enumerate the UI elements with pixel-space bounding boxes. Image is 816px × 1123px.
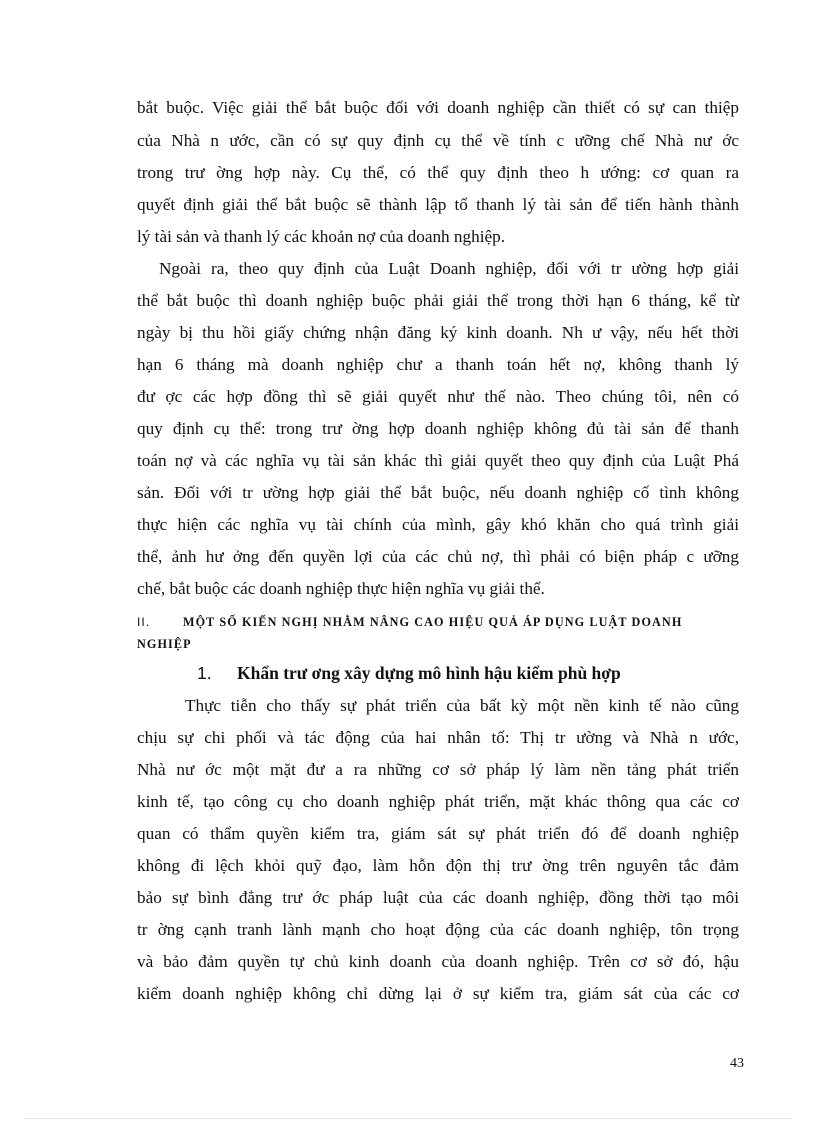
paragraph-2-line: chế, bắt buộc các doanh nghiệp thực hiện nghĩa vụ giải thể. [137, 579, 545, 598]
paragraph-3-line: không đi lệch khỏi quỹ đạo, làm hỗn độn thị trư ờng trên nguyên tắc đảm [137, 856, 739, 875]
paragraph-2-line: ngày bị thu hồi giấy chứng nhận đăng ký kinh doanh. Nh ư vậy, nếu hết thời [137, 323, 739, 342]
section-title-line-2: NGHIỆP [137, 637, 192, 651]
paragraph-3-line: tr ờng cạnh tranh lành mạnh cho hoạt động của các doanh nghiệp, tôn trọng [137, 920, 739, 939]
section-heading [137, 611, 739, 655]
page-number: 43 [730, 1056, 744, 1071]
paragraph-1-line: của Nhà n ước, cần có sự quy định cụ thể về tính c ưỡng chế Nhà nư ớc [137, 131, 739, 150]
paragraph-1-line: trong trư ờng hợp này. Cụ thể, có thể quy định theo h ướng: cơ quan ra [137, 163, 739, 182]
paragraph-2-line: thực hiện các nghĩa vụ tài chính của mình, gây khó khăn cho quá trình giải [137, 515, 739, 534]
paragraph-3-line: kinh tế, tạo công cụ cho doanh nghiệp phát triển, mặt khác thông qua các cơ [137, 792, 739, 811]
paragraph-3-line: Nhà nư ớc một mặt đư a ra những cơ sở pháp lý làm nền tảng phát triển [137, 760, 739, 779]
paragraph-3-line: quan có thẩm quyền kiểm tra, giám sát sự phát triển đó để doanh nghiệp [137, 824, 739, 843]
paragraph-1-line: quyết định giải thể bắt buộc sẽ thành lập tổ thanh lý tài sản để tiến hành thành [137, 195, 739, 214]
paragraph-2-line: đư ợc các hợp đồng thì sẽ giải quyết như thế nào. Theo chúng tôi, nên có [137, 387, 739, 406]
paragraph-2-line: Ngoài ra, theo quy định của Luật Doanh nghiệp, đối với tr ường hợp giải [159, 259, 739, 278]
footer-divider [24, 1118, 792, 1119]
paragraph-3-line: bảo sự bình đẳng trư ớc pháp luật của các doanh nghiệp, đồng thời tạo môi [137, 888, 739, 907]
paragraph-1-line: lý tài sản và thanh lý các khoản nợ của doanh nghiệp. [137, 227, 506, 246]
subsection-heading [197, 662, 757, 684]
paragraph-2-line: sản. Đối với tr ường hợp giải thể bắt buộc, nếu doanh nghiệp cố tình không [137, 483, 739, 502]
paragraph-2-line: toán nợ và các nghĩa vụ tài sản khác thì giải quyết theo quy định của Luật Phá [137, 451, 739, 470]
section-number: II. [137, 615, 151, 629]
paragraph-2-line: thể, ảnh hư ởng đến quyền lợi của các chủ nợ, thì phải có biện pháp c ưỡng [137, 547, 739, 566]
paragraph-3-line: kiểm doanh nghiệp không chỉ dừng lại ở sự kiểm tra, giám sát của các cơ [137, 984, 739, 1003]
paragraph-2-line: quy định cụ thể: trong trư ờng hợp doanh nghiệp không đủ tài sản để thanh [137, 419, 739, 438]
paragraph-2-line: thể bắt buộc thì doanh nghiệp buộc phải giải thể trong thời hạn 6 tháng, kể từ [137, 291, 739, 310]
paragraph-3-line: Thực tiễn cho thấy sự phát triển của bất kỳ một nền kinh tế nào cũng [185, 696, 739, 715]
subsection-title: Khẩn trư ơng xây dựng mô hình hậu kiểm phù hợp [237, 663, 621, 683]
paragraph-3-line: và bảo đảm quyền tự chủ kinh doanh của doanh nghiệp. Trên cơ sở đó, hậu [137, 952, 739, 971]
paragraph-3-line: chịu sự chi phối và tác động của hai nhân tố: Thị tr ường và Nhà n ước, [137, 728, 739, 747]
paragraph-1-line: bắt buộc. Việc giải thể bắt buộc đối với doanh nghiệp cần thiết có sự can thiệp [137, 98, 739, 117]
subsection-number: 1. [197, 663, 212, 683]
section-title-line-1: MỘT SỐ KIẾN NGHỊ NHẰM NÂNG CAO HIỆU QUẢ ÁP DỤNG LUẬT DOANH [183, 615, 683, 629]
paragraph-2-line: hạn 6 tháng mà doanh nghiệp chư a thanh toán hết nợ, không thanh lý [137, 355, 739, 374]
